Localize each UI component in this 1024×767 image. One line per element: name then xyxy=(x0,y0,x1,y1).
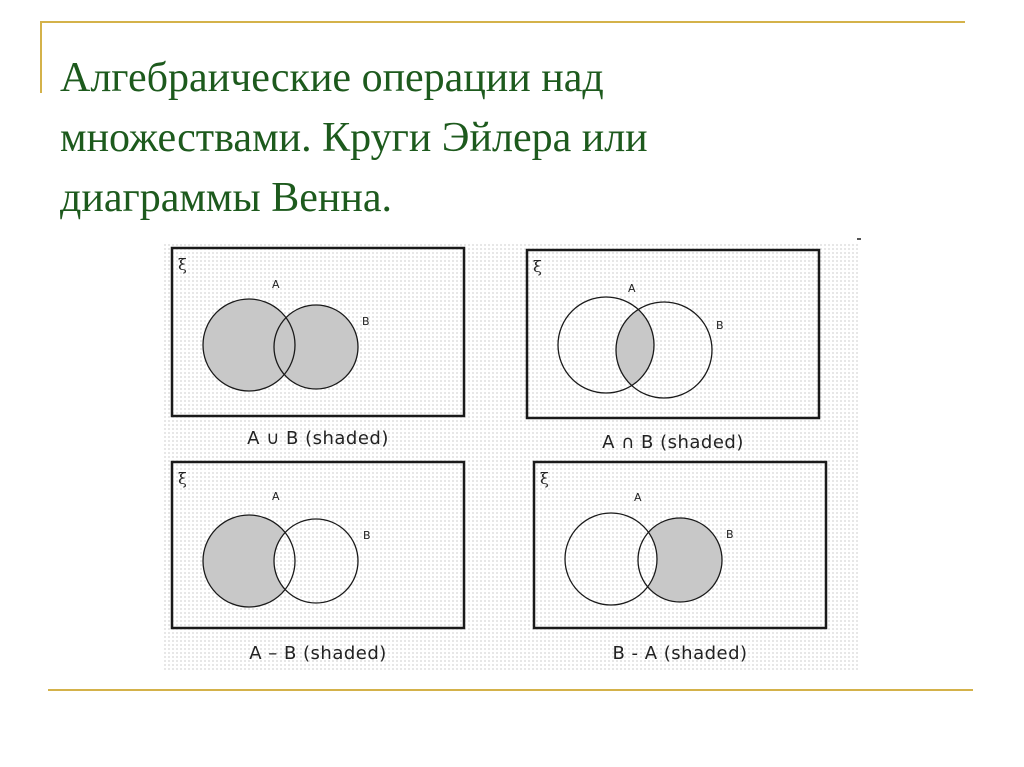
set-a-label: A xyxy=(272,278,280,291)
set-a-label: A xyxy=(634,491,642,504)
caption-difference-b-a: B - A (shaded) xyxy=(612,643,748,664)
caption-difference-a-b: A – B (shaded) xyxy=(249,643,387,664)
slide-title: Алгебраические операции над множествами. Круги Эйлера или диаграммы Венна. xyxy=(60,55,648,221)
universe-frame xyxy=(527,250,819,418)
venn-panel-difference-a-b xyxy=(172,462,464,628)
set-a-label: A xyxy=(272,490,280,503)
universe-symbol: ξ xyxy=(540,469,549,488)
venn-panel-difference-b-a xyxy=(534,462,826,628)
bottom-rule xyxy=(48,689,973,691)
caption-intersection: A ∩ B (shaded) xyxy=(602,432,744,453)
set-b-label: B xyxy=(362,315,370,328)
venn-panel-union xyxy=(172,248,464,416)
universe-symbol: ξ xyxy=(533,257,542,276)
set-b-label: B xyxy=(726,528,734,541)
venn-panel-intersection xyxy=(527,250,819,418)
universe-symbol: ξ xyxy=(178,255,187,274)
universe-symbol: ξ xyxy=(178,469,187,488)
set-b-label: B xyxy=(363,529,371,542)
set-b-label: B xyxy=(716,319,724,332)
caption-union: A ∪ B (shaded) xyxy=(247,428,389,449)
set-a-label: A xyxy=(628,282,636,295)
